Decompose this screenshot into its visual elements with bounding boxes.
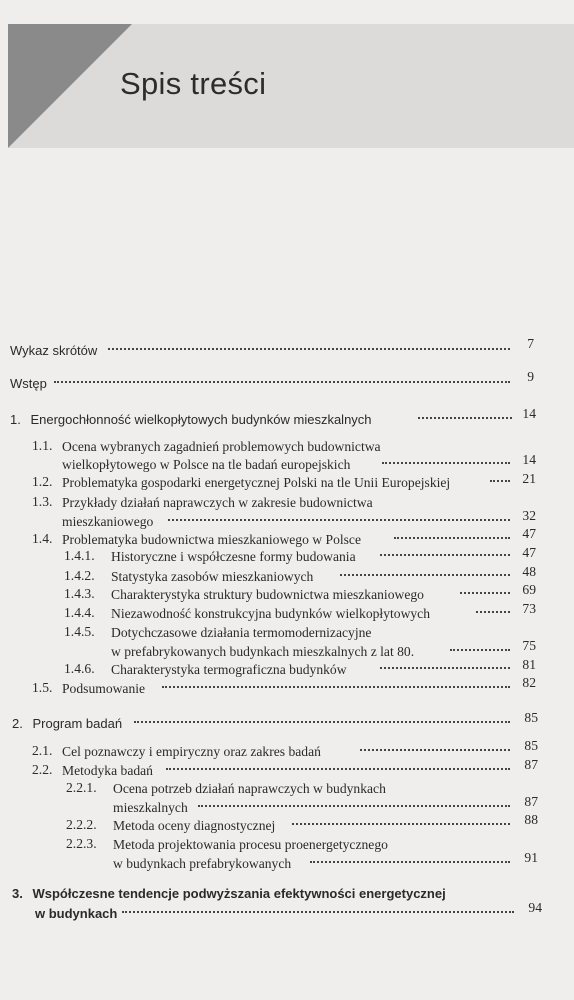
- page-title: Spis treści: [120, 66, 267, 101]
- dot-leader: [476, 611, 510, 613]
- toc-section-1-4-4[interactable]: Niezawodność konstrukcyjna budynków wielkopłytowych: [111, 606, 431, 621]
- dot-leader: [382, 462, 510, 464]
- dot-leader: [450, 649, 510, 651]
- dot-leader: [340, 574, 510, 576]
- dot-leader: [168, 519, 510, 521]
- toc-page-number: 47: [522, 545, 536, 560]
- toc-page-number: 87: [524, 757, 538, 772]
- toc-page-number: 94: [528, 900, 542, 915]
- toc-page-number: 85: [524, 710, 538, 725]
- toc-section-1-4[interactable]: Problematyka budownictwa mieszkaniowego w Polsce: [62, 532, 361, 547]
- toc-chapter-3-continued: [35, 905, 117, 923]
- section-number: 2.2.: [32, 762, 53, 777]
- dot-leader: [198, 805, 510, 807]
- toc-page-number: 75: [522, 638, 536, 653]
- dot-leader: [460, 592, 510, 594]
- toc-page-number: 81: [522, 657, 536, 672]
- toc-section-1-1[interactable]: Ocena wybranych zagadnień problemowych budownictwa: [62, 439, 381, 454]
- section-number: 1.1.: [32, 438, 53, 453]
- section-number: 1.4.: [32, 531, 53, 546]
- toc-page-number: 9: [527, 369, 534, 384]
- toc-chapter-2[interactable]: [12, 715, 122, 733]
- toc-page-number: 85: [524, 738, 538, 753]
- toc-section-1-5[interactable]: Podsumowanie: [62, 681, 146, 696]
- toc-section-1-2[interactable]: Problematyka gospodarki energetycznej Polski na tle Unii Europejskiej: [62, 475, 451, 490]
- toc-page-number: 69: [522, 582, 536, 597]
- toc-page-number: 21: [522, 471, 536, 486]
- toc-section-1-4-2[interactable]: Statystyka zasobów mieszkaniowych: [111, 569, 314, 584]
- section-number: 1.3.: [32, 494, 53, 509]
- toc-page-number: 88: [524, 812, 538, 827]
- chapter-title: Energochłonność wielkopłytowych budynków mieszkalnych: [30, 412, 372, 427]
- toc-page-number: 32: [522, 508, 536, 523]
- toc-entry-abbreviations[interactable]: [10, 342, 97, 360]
- dot-leader: [310, 861, 510, 863]
- toc-chapter-1[interactable]: [10, 411, 372, 429]
- dot-leader: [380, 554, 510, 556]
- toc-entry-title: Wykaz skrótów: [10, 343, 98, 358]
- toc-section-1-1-continued: wielkopłytowego w Polsce na tle badań europejskich: [62, 457, 351, 472]
- dot-leader: [292, 823, 510, 825]
- section-number: 1.4.1.: [64, 548, 95, 563]
- section-number: 2.1.: [32, 743, 53, 758]
- toc-page-number: 14: [522, 406, 536, 421]
- chapter-number: 1.: [10, 412, 21, 427]
- toc-page-number: 87: [524, 794, 538, 809]
- toc-section-2-2[interactable]: Metodyka badań: [62, 763, 153, 778]
- toc-section-1-4-5-continued: w prefabrykowanych budynkach mieszkalnych z lat 80.: [111, 644, 415, 659]
- toc-section-2-2-1-continued: mieszkalnych: [113, 800, 188, 815]
- dot-leader: [360, 749, 510, 751]
- chapter-title: Program badań: [32, 716, 123, 731]
- toc-entry-introduction[interactable]: [10, 375, 47, 393]
- dot-leader: [54, 381, 510, 383]
- chapter-title-continued: w budynkach: [35, 906, 118, 921]
- toc-section-2-2-3-continued: w budynkach prefabrykowanych: [113, 856, 292, 871]
- toc-section-2-2-3[interactable]: Metoda projektowania procesu proenergetycznego: [113, 837, 388, 852]
- toc-page-number: 82: [522, 675, 536, 690]
- dot-leader: [418, 417, 512, 419]
- chapter-title: Współczesne tendencje podwyższania efektywności energetycznej: [32, 886, 446, 901]
- section-number: 1.4.6.: [64, 661, 95, 676]
- section-number: 1.4.5.: [64, 624, 95, 639]
- toc-page-number: 47: [522, 526, 536, 541]
- dot-leader: [394, 537, 510, 539]
- toc-page-number: 14: [522, 452, 536, 467]
- section-number: 1.4.4.: [64, 605, 95, 620]
- toc-section-2-1[interactable]: Cel poznawczy i empiryczny oraz zakres badań: [62, 744, 321, 759]
- section-number: 1.4.2.: [64, 568, 95, 583]
- toc-page-number: 48: [522, 564, 536, 579]
- toc-section-1-4-3[interactable]: Charakterystyka struktury budownictwa mieszkaniowego: [111, 587, 424, 602]
- toc-section-1-4-6[interactable]: Charakterystyka termograficzna budynków: [111, 662, 347, 677]
- chapter-number: 2.: [12, 716, 23, 731]
- toc-chapter-3[interactable]: [12, 885, 446, 903]
- section-number: 1.5.: [32, 680, 53, 695]
- toc-section-1-3-continued: mieszkaniowego: [62, 514, 154, 529]
- toc-entry-title: Wstęp: [10, 376, 47, 391]
- toc-section-1-3[interactable]: Przykłady działań naprawczych w zakresie budownictwa: [62, 495, 373, 510]
- section-number: 1.2.: [32, 474, 53, 489]
- dot-leader: [166, 768, 510, 770]
- dot-leader: [380, 667, 510, 669]
- dot-leader: [162, 686, 510, 688]
- dot-leader: [490, 480, 510, 482]
- section-number: 2.2.1.: [66, 780, 97, 795]
- toc-section-2-2-2[interactable]: Metoda oceny diagnostycznej: [113, 818, 276, 833]
- toc-page-number: 7: [527, 336, 534, 351]
- dot-leader: [108, 348, 510, 350]
- chapter-number: 3.: [12, 886, 23, 901]
- toc-section-1-4-5[interactable]: Dotychczasowe działania termomodernizacyjne: [111, 625, 372, 640]
- toc-section-1-4-1[interactable]: Historyczne i współczesne formy budowania: [111, 549, 356, 564]
- toc-page-number: 73: [522, 601, 536, 616]
- dot-leader: [134, 721, 510, 723]
- toc-section-2-2-1[interactable]: Ocena potrzeb działań naprawczych w budynkach: [113, 781, 386, 796]
- dot-leader: [122, 911, 514, 913]
- section-number: 1.4.3.: [64, 586, 95, 601]
- toc-page-number: 91: [524, 850, 538, 865]
- section-number: 2.2.2.: [66, 817, 97, 832]
- section-number: 2.2.3.: [66, 836, 97, 851]
